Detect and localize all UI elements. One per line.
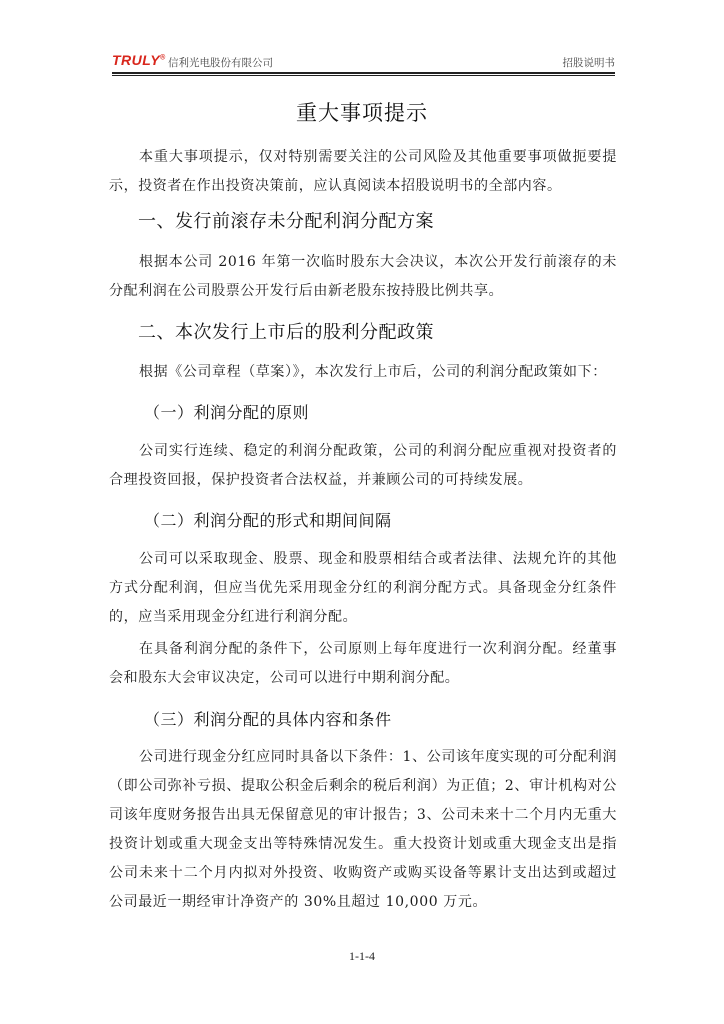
subsection-3-body: 公司进行现金分红应同时具备以下条件：1、公司该年度实现的可分配利润（即公司弥补亏损、提取公积金后剩余的税后利润）为正值；2、审计机构对公司该年度财务报告出具无保留意见的审计报告；3、公司未来十二个月内无重大投资计划或重大现金支出等特殊情况发生。重大投资计划或重大现金支出是指公司未来十二个月内拟对外投资、收购资产或购买设备等累计支出达到或超过公司最近一期经审计净资产的 30%且超过 10,000 万元。 <box>109 749 617 910</box>
subsection-3-heading: （三）利润分配的具体内容和条件 <box>144 710 392 729</box>
subsection-2-heading: （二）利润分配的形式和期间间隔 <box>144 511 392 530</box>
intro-paragraph: 本重大事项提示，仅对特别需要关注的公司风险及其他重要事项做扼要提示，投资者在作出投资决策前，应认真阅读本招股说明书的全部内容。 <box>109 149 617 194</box>
header-rule-thin <box>112 75 615 76</box>
section-1-body: 根据本公司 2016 年第一次临时股东大会决议，本次公开发行前滚存的未分配利润在公司股票公开发行后由新老股东按持股比例共享。 <box>109 254 617 299</box>
company-name: 信利光电股份有限公司 <box>168 57 273 69</box>
page-header <box>112 50 615 72</box>
truly-logo: TRULY® <box>112 52 166 68</box>
subsection-2-body-2: 在具备利润分配的条件下，公司原则上每年度进行一次利润分配。经董事会和股东大会审议决定，公司可以进行中期利润分配。 <box>109 641 617 686</box>
header-rule <box>112 72 615 74</box>
page-number: 1-1-4 <box>349 949 375 963</box>
subsection-2-body-1: 公司可以采取现金、股票、现金和股票相结合或者法律、法规允许的其他方式分配利润，但应当优先采用现金分红的利润分配方式。具备现金分红条件的，应当采用现金分红进行利润分配。 <box>109 551 617 625</box>
subsection-1-heading: （一）利润分配的原则 <box>144 403 310 422</box>
section-1-heading: 一、发行前滚存未分配利润分配方案 <box>138 211 434 232</box>
section-2-heading: 二、本次发行上市后的股利分配政策 <box>138 322 434 343</box>
page-title: 重大事项提示 <box>296 101 428 125</box>
subsection-1-body: 公司实行连续、稳定的利润分配政策，公司的利润分配应重视对投资者的合理投资回报，保护投资者合法权益，并兼顾公司的可持续发展。 <box>109 443 617 488</box>
section-2-intro: 根据《公司章程（草案）》，本次发行上市后，公司的利润分配政策如下： <box>139 364 607 380</box>
document-type: 招股说明书 <box>562 57 615 69</box>
